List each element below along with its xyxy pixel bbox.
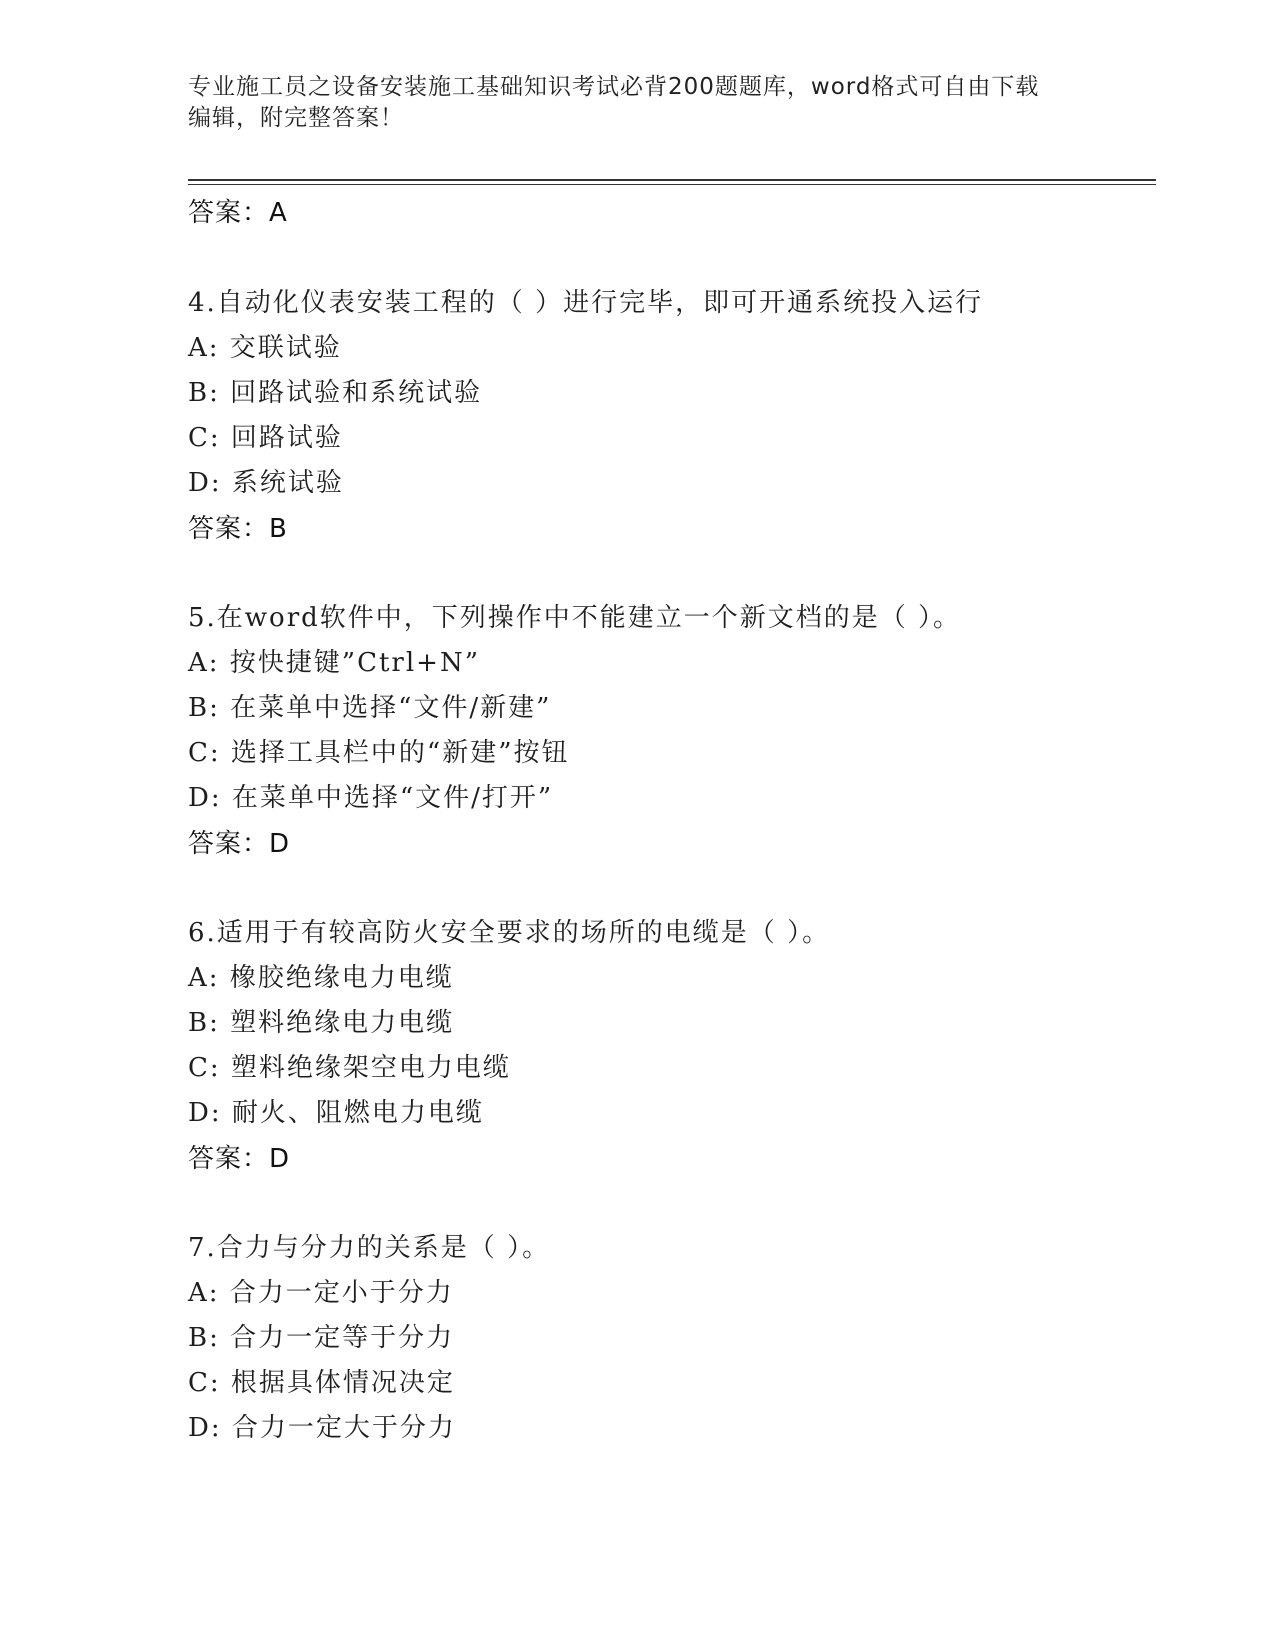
question-5-option-b: B: 在菜单中选择“文件/新建” [188,693,552,723]
header-divider-thin [188,184,1156,185]
question-6-stem: 6.适用于有较高防火安全要求的场所的电缆是（ ）。 [188,918,831,948]
question-5-option-c: C: 选择工具栏中的“新建”按钮 [188,738,570,768]
header-line-2: 编辑，附完整答案！ [188,105,404,131]
header-divider-thick [188,179,1156,181]
answer-q3: 答案：A [188,198,288,228]
question-6-option-d: D: 耐火、阻燃电力电缆 [188,1098,484,1128]
question-7-option-b: B: 合力一定等于分力 [188,1323,455,1353]
question-6-option-b: B: 塑料绝缘电力电缆 [188,1008,455,1038]
answer-q4: 答案：B [188,514,288,544]
answer-q6: 答案：D [188,1144,291,1174]
question-4-option-b: B: 回路试验和系统试验 [188,378,483,408]
question-5-stem: 5.在word软件中，下列操作中不能建立一个新文档的是（ ）。 [188,603,962,633]
document-header [188,72,1068,134]
question-6-option-c: C: 塑料绝缘架空电力电缆 [188,1053,511,1083]
question-4-stem: 4.自动化仪表安装工程的（ ）进行完毕，即可开通系统投入运行 [188,288,984,318]
question-4-option-a: A: 交联试验 [188,333,342,363]
question-7-option-a: A: 合力一定小于分力 [188,1278,454,1308]
question-5-option-a: A: 按快捷键”Ctrl+N” [188,648,481,678]
question-7-option-d: D: 合力一定大于分力 [188,1413,456,1443]
header-line-1: 专业施工员之设备安装施工基础知识考试必背200题题库，word格式可自由下载 [188,74,1040,100]
question-6-option-a: A: 橡胶绝缘电力电缆 [188,963,454,993]
question-4-option-d: D: 系统试验 [188,468,344,498]
answer-q5: 答案：D [188,829,291,859]
question-5-option-d: D: 在菜单中选择“文件/打开” [188,783,554,813]
question-7-option-c: C: 根据具体情况决定 [188,1368,455,1398]
question-7-stem: 7.合力与分力的关系是（ ）。 [188,1233,551,1263]
question-4-option-c: C: 回路试验 [188,423,343,453]
